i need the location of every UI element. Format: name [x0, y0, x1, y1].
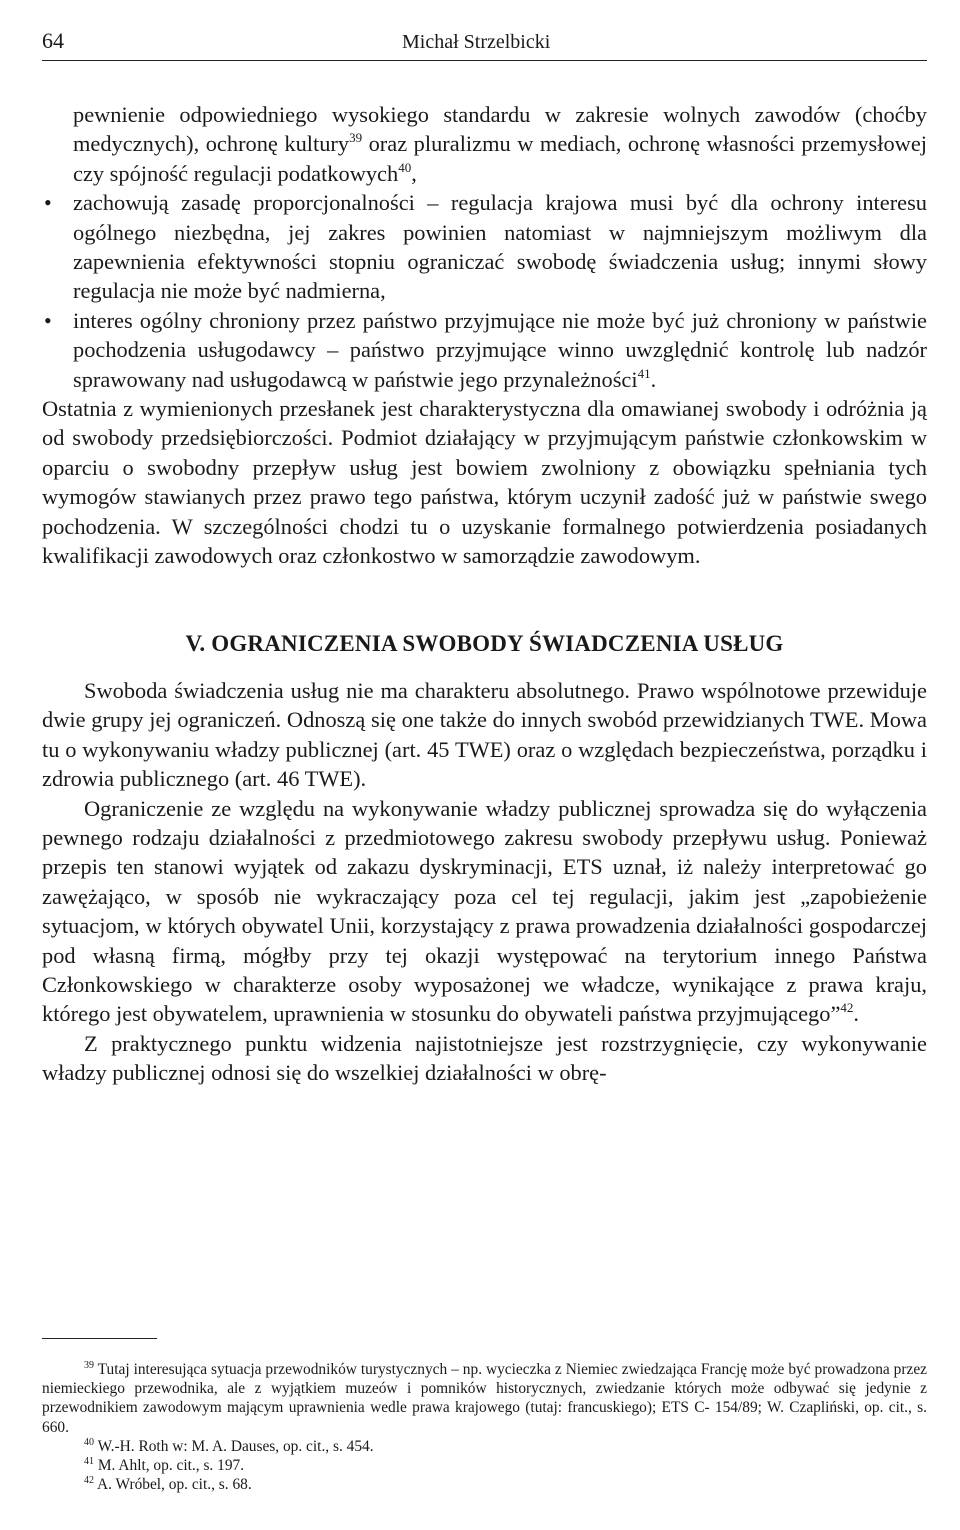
condition-list: [42, 188, 927, 394]
footnote: [42, 1475, 927, 1494]
footnote-text: W.-H. Roth w: M. A. Dauses, op. cit., s. 454.: [94, 1437, 374, 1455]
footnote-number: 41: [84, 1456, 94, 1468]
bullet-text-end: .: [650, 366, 657, 392]
footnote: [42, 1360, 927, 1437]
paragraph: Z praktycznego punktu widzenia najistotniejsze jest rozstrzygnięcie, czy wykonywanie władzy publicznej odnosi się do wszelkiej działalności w obrę-: [42, 1030, 927, 1086]
bullet-text: interes ogólny chroniony przez państwo przyjmujące nie może być już chroniony w państwie pochodzenia usługodawcy – państwo przyjmujące winno uwzględnić kontrolę lub nadzór sprawowany nad usługodawcą w państwie jego przynależności: [73, 307, 927, 392]
footnote-ref-41: 41: [637, 365, 651, 381]
footnote-number: 42: [84, 1475, 94, 1487]
list-item: [42, 188, 927, 306]
footnote-text: Tutaj interesująca sytuacja przewodników turystycznych – np. wycieczka z Niemiec zwiedzająca Francję może być prowadzona przez niemieckiego przewodnika, ale z wyjątkiem muzeów i pomników historycznych, zwiedzanie których może odbywać się jedynie z przewodnikiem zawodowym mającym uprawnienia wedle prawa krajowego (tutaj: francuskiego); ETS C- 154/89; W. Czapliński, op. cit., s. 660.: [42, 1361, 927, 1436]
footnote-text: A. Wróbel, op. cit., s. 68.: [94, 1476, 252, 1494]
paragraph-text: Ograniczenie ze względu na wykonywanie władzy publicznej sprowadza się do wyłączenia pewnego rodzaju działalności z przedmiotowego zakresu swobody przepływu usług. Ponieważ przepis ten stanowi wyjątek od zakazu dyskryminacji, ETS uznał, iż należy interpretować go zawężająco, w sposób nie wykraczający poza cel tej regulacji, jakim jest „zapobieżenie sytuacjom, w których obywatel Unii, korzystający z prawa prowadzenia działalności gospodarczej pod własną firmą, mógłby przy tej okazji występować na terytorium innego Państwa Członkowskiego w charakterze osoby wyposażonej we władcze, wynikające z prawa kraju, którego jest obywatelem, uprawnienia w stosunku do obywateli państwa przyjmującego”: [42, 795, 927, 1027]
intro-text: pewnienie odpowiedniego wysokiego standardu w zakresie wolnych zawodów (choćby medycznych), ochronę kultury: [73, 102, 927, 157]
page-number: 64: [42, 28, 64, 53]
bullet-icon: •: [44, 190, 52, 216]
page-header: [42, 28, 927, 61]
footnote-text: M. Ahlt, op. cit., s. 197.: [94, 1457, 245, 1475]
bullet-icon: •: [44, 307, 52, 333]
paragraph-text-end: .: [853, 1001, 859, 1027]
footnote-separator: [42, 1338, 157, 1339]
footnote-number: 40: [84, 1436, 94, 1448]
intro-text-3: ,: [411, 160, 417, 186]
footnote: [42, 1437, 927, 1456]
footnote-number: 39: [84, 1360, 94, 1371]
intro-text-2: oraz pluralizmu w mediach, ochronę własności przemysłowej czy spójność regulacji podatkowych: [73, 131, 927, 186]
body-text: [42, 100, 927, 1088]
footnotes: [42, 1360, 927, 1494]
paragraph: Swoboda świadczenia usług nie ma charakteru absolutnego. Prawo wspólnotowe przewiduje dwie grupy jej ograniczeń. Odnoszą się one także do innych swobód przewidzianych TWE. Mowa tu o wykonywaniu władzy publicznej (art. 45 TWE) oraz o względach bezpieczeństwa, porządku i zdrowia publicznego (art. 46 TWE).: [42, 677, 927, 792]
footnote: [42, 1456, 927, 1475]
footnote-ref-42: 42: [840, 1000, 854, 1016]
list-item: [42, 306, 927, 394]
footnote-ref-40: 40: [398, 159, 412, 175]
footnote-ref-39: 39: [349, 130, 363, 146]
paragraph: [42, 794, 927, 1029]
paragraph: Ostatnia z wymienionych przesłanek jest charakterystyczna dla omawianej swobody i odróżnia ją od swobody przedsiębiorczości. Podmiot działający w przyjmującym państwie członkowskim w oparciu o swobodny przepływ usług jest bowiem zwolniony z obowiązku spełniania tych wymogów stawianych przez prawo tego państwa, którym uczynił zadość już w państwie swego pochodzenia. W szczególności chodzi tu o uzyskanie formalnego potwierdzenia posiadanych kwalifikacji zawodowych oraz członkostwo w samorządzie zawodowym.: [42, 396, 927, 569]
bullet-text: zachowują zasadę proporcjonalności – regulacja krajowa musi być dla ochrony interesu ogólnego niezbędna, jej zakres powinien natomiast w najmniejszym możliwym dla zapewnienia efektywności stopniu ograniczać swobodę świadczenia usług; innymi słowy regulacja nie może być nadmierna,: [73, 190, 927, 304]
section-heading: V. OGRANICZENIA SWOBODY ŚWIADCZENIA USŁUG: [185, 630, 784, 656]
running-head: Michał Strzelbicki: [402, 31, 551, 53]
intro-paragraph: [42, 100, 927, 188]
